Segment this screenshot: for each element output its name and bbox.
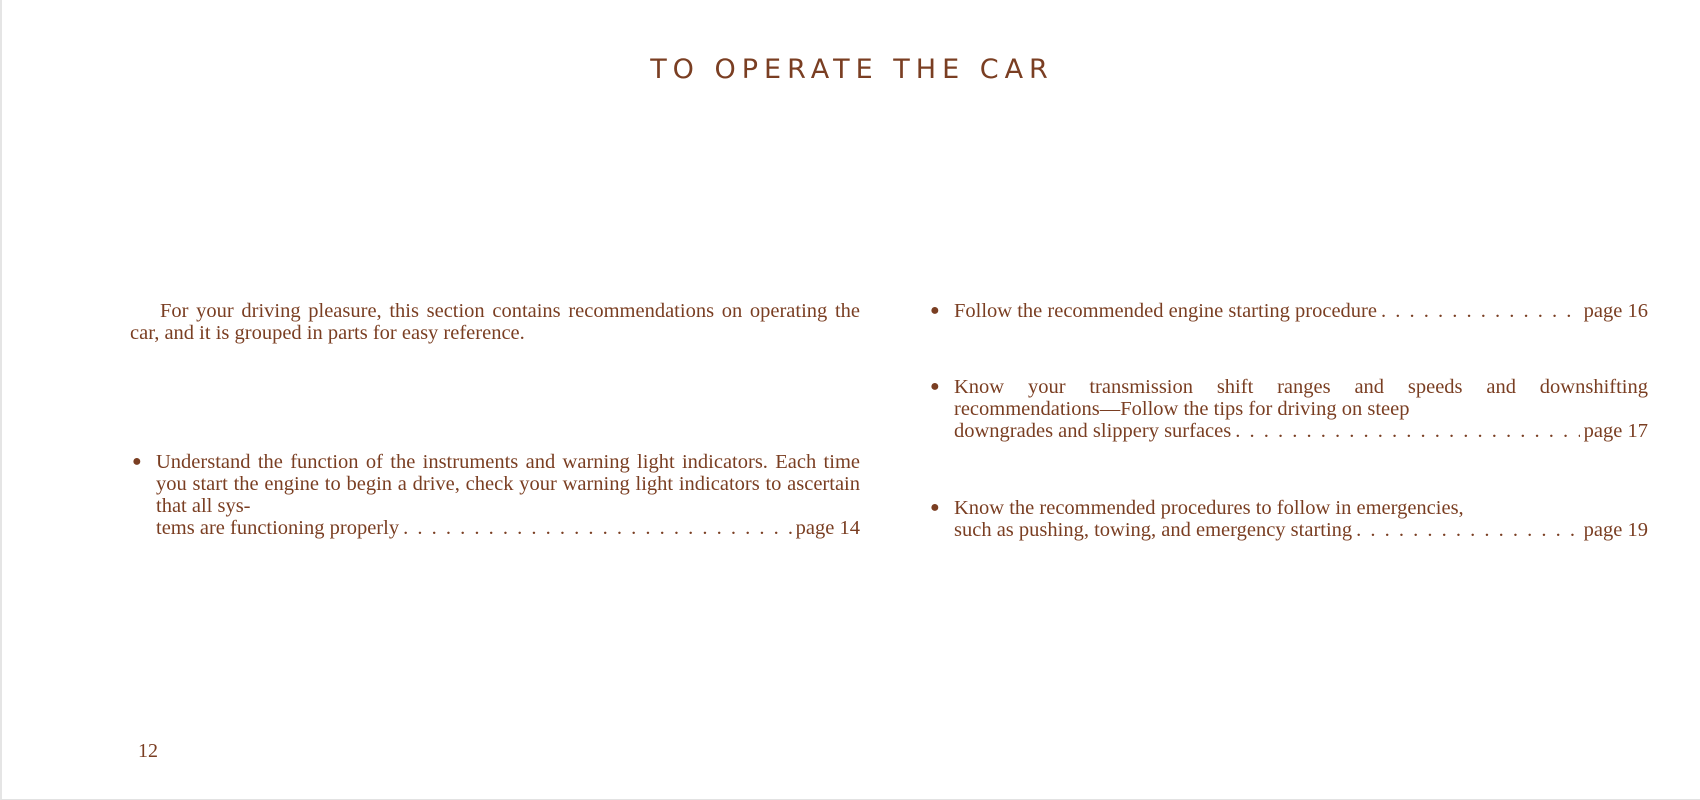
dot-leader: [1235, 420, 1579, 442]
bullet-dot-icon: ●: [930, 378, 940, 395]
bullet-emergencies: [928, 497, 1648, 541]
page-title: TO OPERATE THE CAR: [650, 54, 1054, 85]
bullet-last-line-text: downgrades and slippery surfaces: [954, 420, 1232, 442]
bullet-instruments: [130, 451, 860, 539]
bullet-text: Know the recommended procedures to follow in emergencies,: [954, 497, 1464, 519]
bullet-dot-icon: ●: [930, 499, 940, 516]
bullet-text: Know your transmission shift ranges and speeds and downshifting recommendations—Follow the tips for driving on steep: [954, 376, 1648, 420]
bullet-last-line-text: Follow the recommended engine starting procedure: [954, 300, 1377, 322]
bullet-dot-icon: ●: [132, 453, 142, 470]
bullet-last-line: [954, 420, 1648, 442]
dot-leader: [1381, 300, 1580, 322]
bullet-transmission: [928, 376, 1648, 442]
page-reference: page 19: [1583, 519, 1648, 541]
bullet-text: Understand the function of the instruments and warning light indicators. Each time you start the engine to begin a drive, check your warning light indicators to ascertain that all sys-: [156, 451, 860, 517]
page-reference: page 17: [1583, 420, 1648, 442]
page-reference: page 14: [795, 517, 860, 539]
bullet-dot-icon: ●: [930, 302, 940, 319]
bullet-last-line: [954, 300, 1648, 322]
bullet-last-line: [954, 519, 1648, 541]
page-number: 12: [138, 740, 158, 762]
bullet-last-line-text: tems are functioning properly: [156, 517, 400, 539]
bullet-engine-starting: [928, 300, 1648, 322]
intro-paragraph: For your driving pleasure, this section contains recommendations on operating the car, and it is grouped in parts for easy reference.: [130, 300, 860, 344]
bullet-last-line-text: such as pushing, towing, and emergency starting: [954, 519, 1353, 541]
dot-leader: [403, 517, 792, 539]
page-reference: page 16: [1583, 300, 1648, 322]
bullet-last-line: [156, 517, 860, 539]
dot-leader: [1356, 519, 1580, 541]
